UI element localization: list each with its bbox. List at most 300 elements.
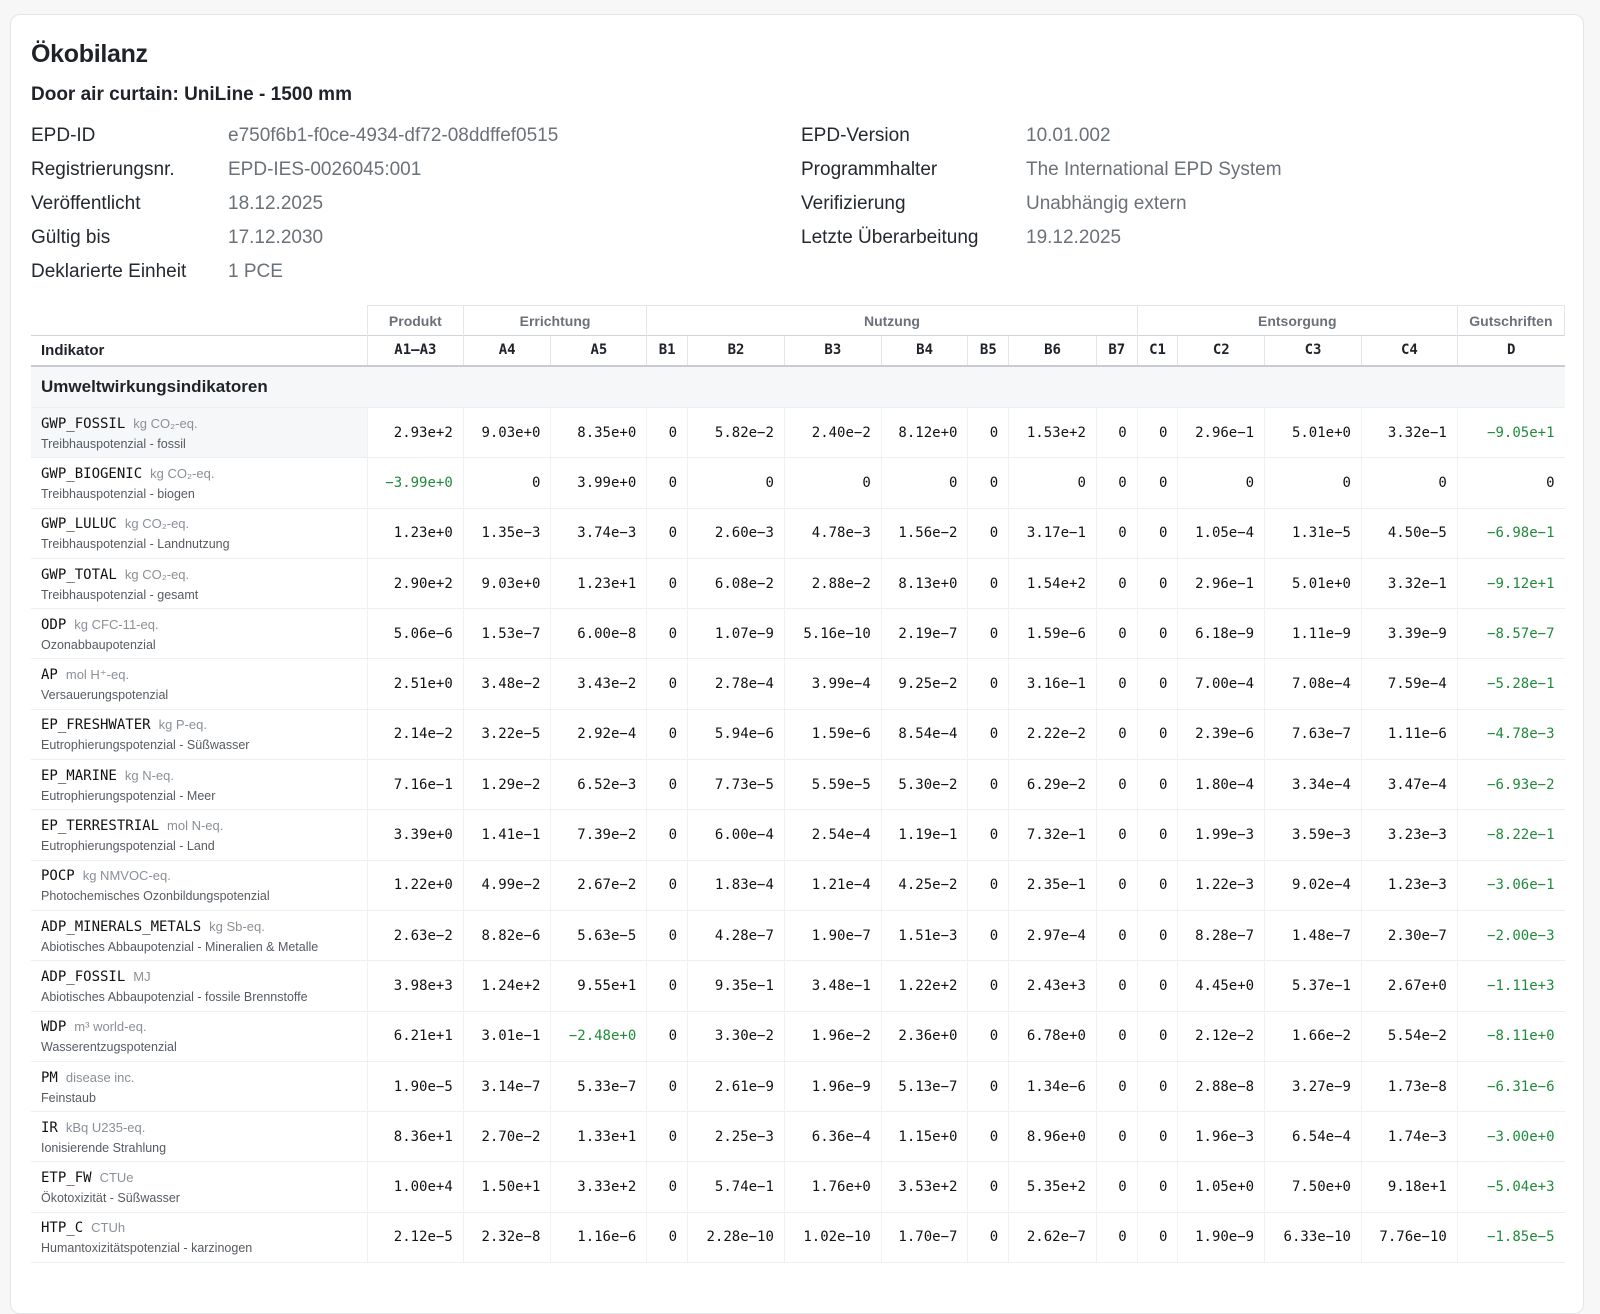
value-cell: 0 bbox=[1096, 558, 1137, 608]
column-header-b5: B5 bbox=[968, 336, 1009, 366]
indicator-unit: mol H⁺-eq. bbox=[65, 667, 130, 683]
indicator-description: Feinstaub bbox=[41, 1090, 96, 1105]
value-cell: 1.31e−5 bbox=[1265, 508, 1362, 558]
value-cell: −1.85e−5 bbox=[1457, 1212, 1564, 1262]
value-cell: −8.57e−7 bbox=[1457, 609, 1564, 659]
indicator-description: Abiotisches Abbaupotenzial - fossile Brennstoffe bbox=[41, 989, 308, 1004]
value-cell: 0 bbox=[968, 760, 1009, 810]
value-cell: 0 bbox=[1265, 458, 1362, 508]
metadata-value: 10.01.002 bbox=[1026, 125, 1111, 146]
value-cell: 0 bbox=[1178, 458, 1265, 508]
value-cell: 6.00e−4 bbox=[688, 810, 785, 860]
group-nutzung: Nutzung bbox=[647, 306, 1137, 336]
value-cell: 0 bbox=[688, 458, 785, 508]
value-cell: 7.59e−4 bbox=[1361, 659, 1457, 709]
value-cell: 0 bbox=[968, 1011, 1009, 1061]
section-row bbox=[31, 366, 1565, 408]
value-cell: 3.30e−2 bbox=[688, 1011, 785, 1061]
value-cell: 0 bbox=[1096, 1162, 1137, 1212]
indicator-unit: kg Sb-eq. bbox=[209, 918, 265, 934]
indicator-unit: disease inc. bbox=[65, 1069, 135, 1085]
metadata-row bbox=[31, 119, 801, 153]
metadata-value: 17.12.2030 bbox=[228, 227, 324, 248]
table-row bbox=[31, 508, 1565, 558]
value-cell: 2.61e−9 bbox=[688, 1061, 785, 1111]
column-header-b3: B3 bbox=[784, 336, 881, 366]
indicator-code: PM bbox=[41, 1069, 58, 1086]
value-cell: 2.14e−2 bbox=[367, 709, 463, 759]
value-cell: 5.01e+0 bbox=[1265, 558, 1362, 608]
metadata-label: Registrierungsnr. bbox=[31, 159, 175, 180]
value-cell: 5.30e−2 bbox=[881, 760, 968, 810]
metadata-row bbox=[801, 153, 1282, 187]
value-cell: 0 bbox=[1137, 910, 1178, 960]
value-cell: 0 bbox=[647, 810, 688, 860]
table-row bbox=[31, 458, 1565, 508]
indicator-description: Eutrophierungspotenzial - Land bbox=[41, 839, 215, 854]
metadata-label: Verifizierung bbox=[801, 193, 906, 214]
value-cell: 0 bbox=[968, 408, 1009, 458]
value-cell: 1.96e−3 bbox=[1178, 1112, 1265, 1162]
value-cell: 8.36e+1 bbox=[367, 1112, 463, 1162]
indicator-code: GWP_FOSSIL bbox=[41, 415, 126, 432]
value-cell: 1.11e−6 bbox=[1361, 709, 1457, 759]
value-cell: 6.18e−9 bbox=[1178, 609, 1265, 659]
value-cell: 5.74e−1 bbox=[688, 1162, 785, 1212]
column-header-a5: A5 bbox=[551, 336, 647, 366]
value-cell: 1.74e−3 bbox=[1361, 1112, 1457, 1162]
table-row bbox=[31, 1011, 1565, 1061]
value-cell: 5.13e−7 bbox=[881, 1061, 968, 1111]
indicator-code: AP bbox=[41, 667, 58, 684]
value-cell: 3.14e−7 bbox=[463, 1061, 551, 1111]
indicator-cell bbox=[31, 408, 367, 458]
indicator-cell bbox=[31, 910, 367, 960]
indicator-description: Abiotisches Abbaupotenzial - Mineralien & Metalle bbox=[41, 939, 319, 954]
table-row bbox=[31, 860, 1565, 910]
value-cell: 0 bbox=[968, 558, 1009, 608]
value-cell: 3.48e−2 bbox=[463, 659, 551, 709]
indicator-unit: kg P-eq. bbox=[158, 717, 207, 733]
value-cell: 1.73e−8 bbox=[1361, 1061, 1457, 1111]
column-header-indikator: Indikator bbox=[31, 336, 367, 366]
table-row bbox=[31, 609, 1565, 659]
value-cell: 3.33e+2 bbox=[551, 1162, 647, 1212]
value-cell: 2.51e+0 bbox=[367, 659, 463, 709]
table-row bbox=[31, 1112, 1565, 1162]
value-cell: 0 bbox=[463, 458, 551, 508]
value-cell: −9.12e+1 bbox=[1457, 558, 1564, 608]
metadata-value: 19.12.2025 bbox=[1026, 227, 1122, 248]
value-cell: 0 bbox=[881, 458, 968, 508]
indicator-cell bbox=[31, 1212, 367, 1262]
column-header-b6: B6 bbox=[1009, 336, 1097, 366]
value-cell: 0 bbox=[1137, 609, 1178, 659]
value-cell: −5.04e+3 bbox=[1457, 1162, 1564, 1212]
value-cell: 1.22e+0 bbox=[367, 860, 463, 910]
value-cell: 0 bbox=[1457, 458, 1564, 508]
indicator-description: Wasserentzugspotenzial bbox=[41, 1040, 177, 1055]
indicator-title bbox=[41, 666, 367, 684]
value-cell: 5.54e−2 bbox=[1361, 1011, 1457, 1061]
value-cell: 0 bbox=[1137, 760, 1178, 810]
value-cell: 3.99e−4 bbox=[784, 659, 881, 709]
value-cell: 1.80e−4 bbox=[1178, 760, 1265, 810]
value-cell: 2.39e−6 bbox=[1178, 709, 1265, 759]
indicator-unit: kg CO₂-eq. bbox=[133, 415, 198, 431]
value-cell: 0 bbox=[1137, 860, 1178, 910]
value-cell: 7.08e−4 bbox=[1265, 659, 1362, 709]
section-title: Umweltwirkungsindikatoren bbox=[31, 366, 1565, 408]
metadata-row bbox=[31, 153, 801, 187]
indicator-unit: mol N-eq. bbox=[167, 818, 224, 834]
table-row bbox=[31, 408, 1565, 458]
value-cell: 7.50e+0 bbox=[1265, 1162, 1362, 1212]
value-cell: 2.96e−1 bbox=[1178, 408, 1265, 458]
value-cell: 2.70e−2 bbox=[463, 1112, 551, 1162]
results-table bbox=[31, 305, 1565, 1263]
indicator-unit: kBq U235-eq. bbox=[65, 1119, 146, 1135]
metadata-row bbox=[31, 221, 801, 255]
value-cell: 1.07e−9 bbox=[688, 609, 785, 659]
indicator-code: ODP bbox=[41, 616, 67, 633]
value-cell: 7.16e−1 bbox=[367, 760, 463, 810]
value-cell: 8.28e−7 bbox=[1178, 910, 1265, 960]
value-cell: 3.47e−4 bbox=[1361, 760, 1457, 810]
value-cell: 1.59e−6 bbox=[1009, 609, 1097, 659]
value-cell: 0 bbox=[647, 1212, 688, 1262]
value-cell: 0 bbox=[1137, 1112, 1178, 1162]
value-cell: 0 bbox=[1137, 659, 1178, 709]
indicator-code: WDP bbox=[41, 1019, 67, 1036]
value-cell: 3.32e−1 bbox=[1361, 408, 1457, 458]
product-title: Door air curtain: UniLine - 1500 mm bbox=[31, 84, 352, 105]
value-cell: 6.29e−2 bbox=[1009, 760, 1097, 810]
indicator-title bbox=[41, 767, 367, 785]
value-cell: 0 bbox=[647, 760, 688, 810]
value-cell: 6.33e−10 bbox=[1265, 1212, 1362, 1262]
value-cell: 2.28e−10 bbox=[688, 1212, 785, 1262]
indicator-cell bbox=[31, 1162, 367, 1212]
value-cell: 1.16e−6 bbox=[551, 1212, 647, 1262]
value-cell: 3.99e+0 bbox=[551, 458, 647, 508]
value-cell: 4.78e−3 bbox=[784, 508, 881, 558]
table-row bbox=[31, 1162, 1565, 1212]
value-cell: 1.00e+4 bbox=[367, 1162, 463, 1212]
value-cell: 0 bbox=[784, 458, 881, 508]
table-row bbox=[31, 910, 1565, 960]
indicator-description: Treibhauspotenzial - Landnutzung bbox=[41, 537, 230, 552]
value-cell: 3.98e+3 bbox=[367, 961, 463, 1011]
value-cell: 1.56e−2 bbox=[881, 508, 968, 558]
value-cell: 2.63e−2 bbox=[367, 910, 463, 960]
value-cell: 1.99e−3 bbox=[1178, 810, 1265, 860]
value-cell: 0 bbox=[1096, 810, 1137, 860]
value-cell: 0 bbox=[968, 609, 1009, 659]
indicator-title bbox=[41, 1219, 367, 1237]
value-cell: 0 bbox=[968, 458, 1009, 508]
indicator-cell bbox=[31, 1011, 367, 1061]
indicator-cell bbox=[31, 558, 367, 608]
value-cell: 5.35e+2 bbox=[1009, 1162, 1097, 1212]
value-cell: −3.99e+0 bbox=[367, 458, 463, 508]
value-cell: 1.90e−7 bbox=[784, 910, 881, 960]
metadata-value: e750f6b1-f0ce-4934-df72-08ddffef0515 bbox=[228, 125, 559, 146]
value-cell: 1.02e−10 bbox=[784, 1212, 881, 1262]
value-cell: 2.12e−5 bbox=[367, 1212, 463, 1262]
column-header-b4: B4 bbox=[881, 336, 968, 366]
value-cell: 9.03e+0 bbox=[463, 408, 551, 458]
value-cell: 5.37e−1 bbox=[1265, 961, 1362, 1011]
value-cell: 0 bbox=[1096, 1011, 1137, 1061]
value-cell: 2.30e−7 bbox=[1361, 910, 1457, 960]
indicator-description: Eutrophierungspotenzial - Meer bbox=[41, 788, 216, 803]
indicator-cell bbox=[31, 760, 367, 810]
value-cell: 0 bbox=[647, 709, 688, 759]
value-cell: 1.05e+0 bbox=[1178, 1162, 1265, 1212]
value-cell: 0 bbox=[968, 860, 1009, 910]
value-cell: 2.90e+2 bbox=[367, 558, 463, 608]
value-cell: 5.33e−7 bbox=[551, 1061, 647, 1111]
value-cell: 1.23e−3 bbox=[1361, 860, 1457, 910]
indicator-description: Treibhauspotenzial - fossil bbox=[41, 436, 186, 451]
value-cell: 0 bbox=[647, 961, 688, 1011]
value-cell: 0 bbox=[647, 659, 688, 709]
value-cell: 2.36e+0 bbox=[881, 1011, 968, 1061]
indicator-cell bbox=[31, 458, 367, 508]
indicator-description: Versauerungspotenzial bbox=[41, 688, 169, 703]
metadata-label: Letzte Überarbeitung bbox=[801, 227, 979, 248]
value-cell: 0 bbox=[968, 1162, 1009, 1212]
indicator-title bbox=[41, 415, 367, 433]
value-cell: 0 bbox=[1137, 1011, 1178, 1061]
value-cell: 0 bbox=[1096, 1112, 1137, 1162]
value-cell: 0 bbox=[1096, 709, 1137, 759]
value-cell: 9.25e−2 bbox=[881, 659, 968, 709]
value-cell: 0 bbox=[1096, 659, 1137, 709]
value-cell: 3.17e−1 bbox=[1009, 508, 1097, 558]
value-cell: 0 bbox=[647, 1011, 688, 1061]
page-title: Ökobilanz bbox=[31, 40, 148, 68]
value-cell: 7.32e−1 bbox=[1009, 810, 1097, 860]
value-cell: 2.12e−2 bbox=[1178, 1011, 1265, 1061]
column-header-c3: C3 bbox=[1265, 336, 1362, 366]
value-cell: 1.23e+0 bbox=[367, 508, 463, 558]
value-cell: 6.78e+0 bbox=[1009, 1011, 1097, 1061]
indicator-title bbox=[41, 817, 367, 835]
value-cell: 0 bbox=[968, 508, 1009, 558]
value-cell: 0 bbox=[1137, 961, 1178, 1011]
value-cell: 6.54e−4 bbox=[1265, 1112, 1362, 1162]
value-cell: 0 bbox=[647, 1162, 688, 1212]
indicator-description: Ökotoxizität - Süßwasser bbox=[41, 1191, 180, 1206]
metadata-label: EPD-Version bbox=[801, 125, 910, 146]
value-cell: 7.63e−7 bbox=[1265, 709, 1362, 759]
value-cell: 0 bbox=[968, 1061, 1009, 1111]
value-cell: 3.23e−3 bbox=[1361, 810, 1457, 860]
value-cell: 0 bbox=[1096, 1061, 1137, 1111]
column-header-b7: B7 bbox=[1096, 336, 1137, 366]
indicator-title bbox=[41, 1069, 367, 1087]
value-cell: 1.66e−2 bbox=[1265, 1011, 1362, 1061]
value-cell: 0 bbox=[1137, 408, 1178, 458]
indicator-unit: kg CFC-11-eq. bbox=[74, 616, 159, 632]
value-cell: 5.01e+0 bbox=[1265, 408, 1362, 458]
metadata-label: Deklarierte Einheit bbox=[31, 261, 187, 282]
value-cell: 1.24e+2 bbox=[463, 961, 551, 1011]
metadata-label: Gültig bis bbox=[31, 227, 111, 248]
value-cell: 1.48e−7 bbox=[1265, 910, 1362, 960]
value-cell: −3.06e−1 bbox=[1457, 860, 1564, 910]
value-cell: 0 bbox=[1137, 1061, 1178, 1111]
indicator-unit: kg CO₂-eq. bbox=[124, 516, 190, 532]
value-cell: −2.00e−3 bbox=[1457, 910, 1564, 960]
value-cell: 4.28e−7 bbox=[688, 910, 785, 960]
indicator-code: EP_MARINE bbox=[41, 767, 117, 784]
table-row bbox=[31, 961, 1565, 1011]
value-cell: 1.96e−2 bbox=[784, 1011, 881, 1061]
value-cell: 5.94e−6 bbox=[688, 709, 785, 759]
value-cell: 9.02e−4 bbox=[1265, 860, 1362, 910]
value-cell: 3.74e−3 bbox=[551, 508, 647, 558]
metadata-value: The International EPD System bbox=[1026, 159, 1282, 180]
indicator-title bbox=[41, 968, 367, 986]
value-cell: 6.52e−3 bbox=[551, 760, 647, 810]
value-cell: 3.16e−1 bbox=[1009, 659, 1097, 709]
value-cell: 3.39e+0 bbox=[367, 810, 463, 860]
value-cell: 8.13e+0 bbox=[881, 558, 968, 608]
indicator-description: Ionisierende Strahlung bbox=[41, 1140, 167, 1155]
metadata-row bbox=[31, 187, 801, 221]
value-cell: 5.63e−5 bbox=[551, 910, 647, 960]
value-cell: 0 bbox=[968, 961, 1009, 1011]
value-cell: 0 bbox=[1137, 558, 1178, 608]
value-cell: 0 bbox=[647, 408, 688, 458]
value-cell: 1.51e−3 bbox=[881, 910, 968, 960]
indicator-code: GWP_LULUC bbox=[41, 516, 117, 533]
value-cell: 6.00e−8 bbox=[551, 609, 647, 659]
value-cell: 2.19e−7 bbox=[881, 609, 968, 659]
value-cell: 7.76e−10 bbox=[1361, 1212, 1457, 1262]
table-row bbox=[31, 1212, 1565, 1262]
indicator-cell bbox=[31, 1112, 367, 1162]
value-cell: 1.34e−6 bbox=[1009, 1061, 1097, 1111]
value-cell: 2.40e−2 bbox=[784, 408, 881, 458]
value-cell: −9.05e+1 bbox=[1457, 408, 1564, 458]
indicator-code: POCP bbox=[41, 868, 75, 885]
indicator-code: ADP_MINERALS_METALS bbox=[41, 918, 202, 935]
value-cell: 1.53e−7 bbox=[463, 609, 551, 659]
value-cell: 0 bbox=[968, 709, 1009, 759]
indicator-description: Ozonabbaupotenzial bbox=[41, 637, 156, 652]
value-cell: 0 bbox=[968, 1112, 1009, 1162]
column-header-c2: C2 bbox=[1178, 336, 1265, 366]
value-cell: 0 bbox=[1096, 1212, 1137, 1262]
value-cell: 3.53e+2 bbox=[881, 1162, 968, 1212]
value-cell: 1.23e+1 bbox=[551, 558, 647, 608]
value-cell: 6.21e+1 bbox=[367, 1011, 463, 1061]
value-cell: 2.97e−4 bbox=[1009, 910, 1097, 960]
value-cell: 3.48e−1 bbox=[784, 961, 881, 1011]
value-cell: 2.78e−4 bbox=[688, 659, 785, 709]
indicator-cell bbox=[31, 810, 367, 860]
value-cell: 0 bbox=[968, 810, 1009, 860]
value-cell: 5.82e−2 bbox=[688, 408, 785, 458]
value-cell: 0 bbox=[647, 609, 688, 659]
value-cell: 2.32e−8 bbox=[463, 1212, 551, 1262]
value-cell: 6.08e−2 bbox=[688, 558, 785, 608]
value-cell: −1.11e+3 bbox=[1457, 961, 1564, 1011]
column-header-row bbox=[31, 336, 1565, 366]
indicator-cell bbox=[31, 1061, 367, 1111]
metadata-value: 18.12.2025 bbox=[228, 193, 324, 214]
indicator-title bbox=[41, 867, 367, 885]
value-cell: 2.67e+0 bbox=[1361, 961, 1457, 1011]
value-cell: 0 bbox=[647, 860, 688, 910]
value-cell: 1.54e+2 bbox=[1009, 558, 1097, 608]
value-cell: 1.90e−5 bbox=[367, 1061, 463, 1111]
value-cell: 0 bbox=[1096, 961, 1137, 1011]
value-cell: 0 bbox=[968, 910, 1009, 960]
value-cell: 1.05e−4 bbox=[1178, 508, 1265, 558]
indicator-title bbox=[41, 515, 367, 533]
indicator-unit: kg CO₂-eq. bbox=[124, 566, 190, 582]
value-cell: 8.82e−6 bbox=[463, 910, 551, 960]
metadata-row bbox=[801, 187, 1282, 221]
value-cell: −6.98e−1 bbox=[1457, 508, 1564, 558]
value-cell: 0 bbox=[647, 458, 688, 508]
value-cell: 0 bbox=[1361, 458, 1457, 508]
indicator-code: ADP_FOSSIL bbox=[41, 968, 126, 985]
value-cell: 2.35e−1 bbox=[1009, 860, 1097, 910]
value-cell: 5.59e−5 bbox=[784, 760, 881, 810]
metadata-row bbox=[801, 119, 1282, 153]
value-cell: 2.62e−7 bbox=[1009, 1212, 1097, 1262]
value-cell: 0 bbox=[968, 659, 1009, 709]
value-cell: 9.35e−1 bbox=[688, 961, 785, 1011]
value-cell: 0 bbox=[1096, 508, 1137, 558]
value-cell: 4.25e−2 bbox=[881, 860, 968, 910]
value-cell: 2.96e−1 bbox=[1178, 558, 1265, 608]
column-header-b2: B2 bbox=[688, 336, 785, 366]
value-cell: 0 bbox=[1096, 458, 1137, 508]
value-cell: 0 bbox=[647, 910, 688, 960]
column-header-a4: A4 bbox=[463, 336, 551, 366]
value-cell: 1.11e−9 bbox=[1265, 609, 1362, 659]
table-row bbox=[31, 709, 1565, 759]
value-cell: −3.00e+0 bbox=[1457, 1112, 1564, 1162]
value-cell: 0 bbox=[1137, 1162, 1178, 1212]
group-gutschriften: Gutschriften bbox=[1457, 306, 1564, 336]
value-cell: 3.32e−1 bbox=[1361, 558, 1457, 608]
indicator-description: Photochemisches Ozonbildungspotenzial bbox=[41, 889, 270, 904]
value-cell: 1.96e−9 bbox=[784, 1061, 881, 1111]
value-cell: −8.22e−1 bbox=[1457, 810, 1564, 860]
value-cell: 3.39e−9 bbox=[1361, 609, 1457, 659]
indicator-cell bbox=[31, 609, 367, 659]
indicator-code: IR bbox=[41, 1119, 58, 1136]
indicator-title bbox=[41, 1119, 367, 1137]
value-cell: 2.25e−3 bbox=[688, 1112, 785, 1162]
column-header-d: D bbox=[1457, 336, 1564, 366]
metadata-value: 1 PCE bbox=[228, 261, 283, 282]
value-cell: 9.55e+1 bbox=[551, 961, 647, 1011]
value-cell: 1.41e−1 bbox=[463, 810, 551, 860]
metadata-row bbox=[801, 221, 1282, 255]
indicator-code: HTP_C bbox=[41, 1220, 84, 1237]
value-cell: 2.54e−4 bbox=[784, 810, 881, 860]
indicator-cell bbox=[31, 659, 367, 709]
